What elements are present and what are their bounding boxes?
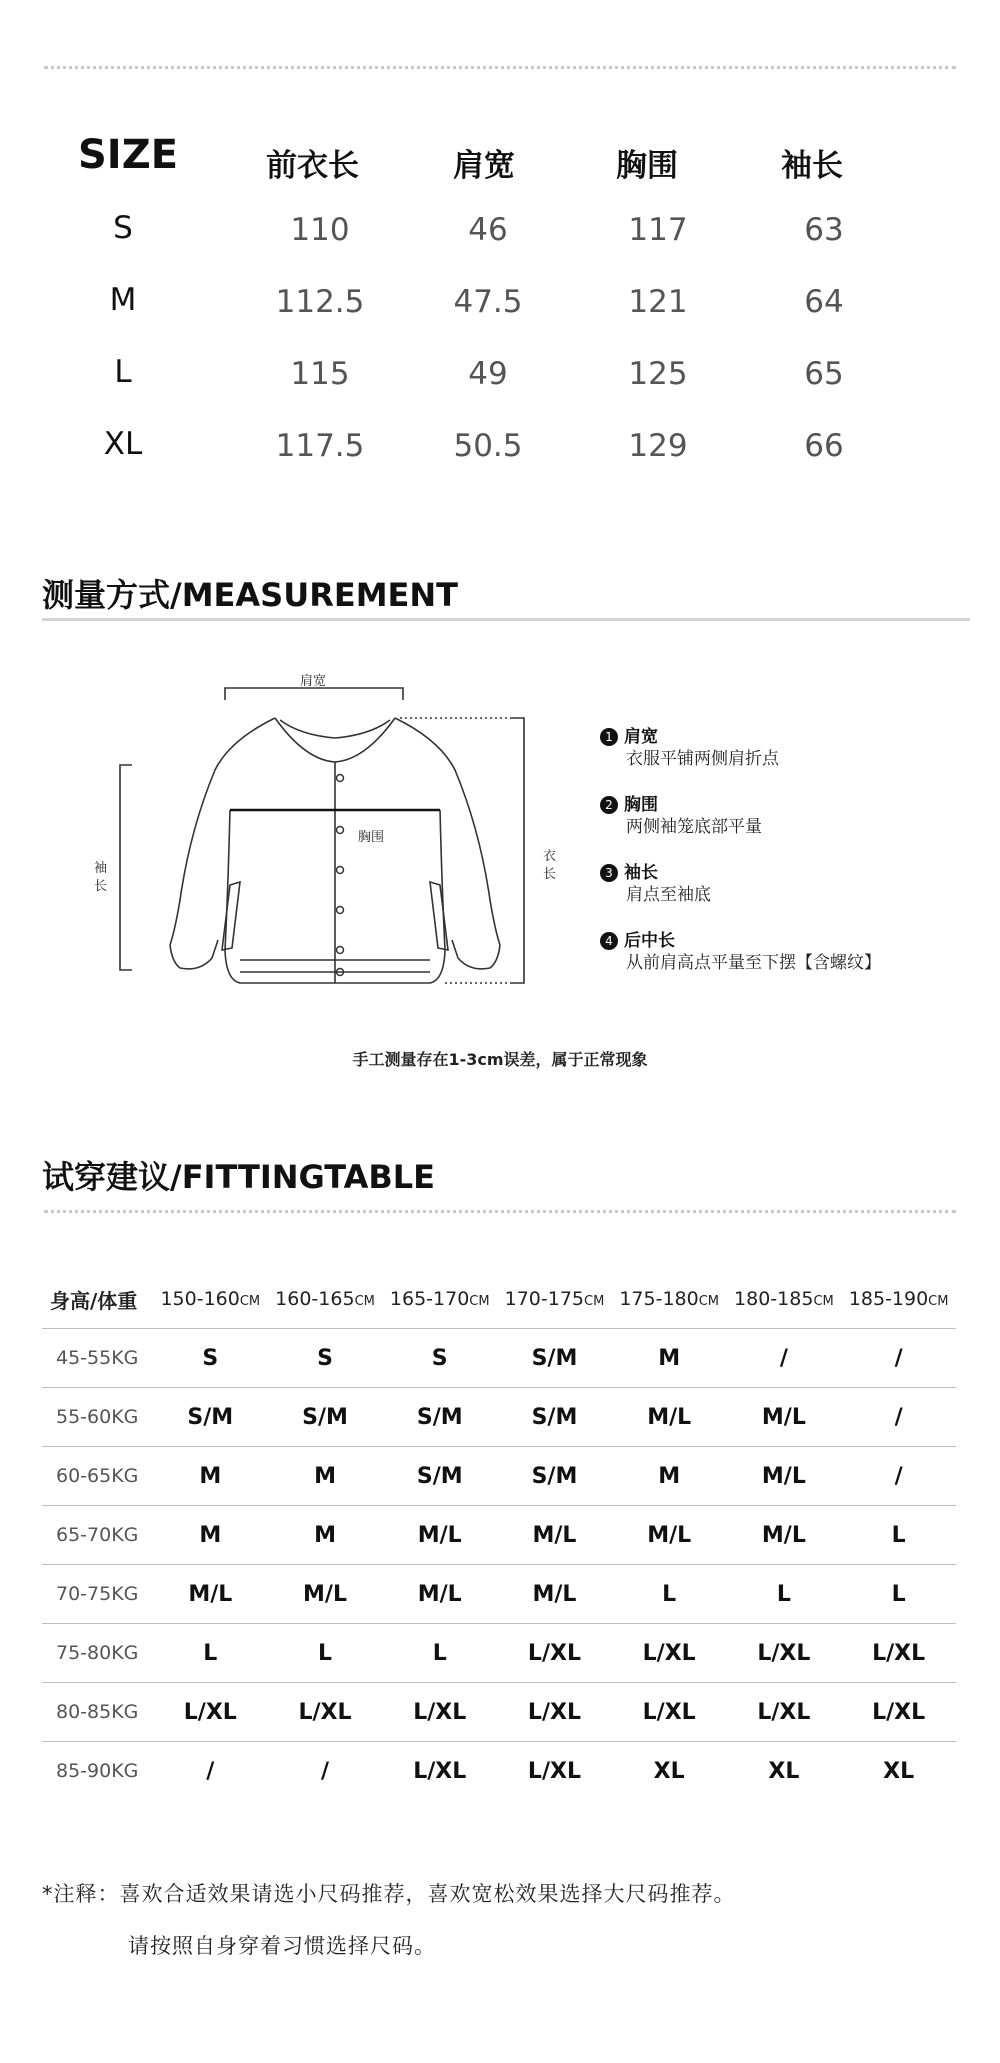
size-recommendation: / xyxy=(727,1329,842,1388)
legend-number: 1 xyxy=(600,728,618,746)
size-value: 64 xyxy=(804,284,844,320)
size-recommendation: M/L xyxy=(382,1565,497,1624)
footnote-line-2: 请按照自身穿着习惯选择尺码。 xyxy=(128,1934,436,1958)
size-recommendation: L xyxy=(727,1565,842,1624)
shoulder-header: 肩宽 xyxy=(453,148,515,184)
size-value: 47.5 xyxy=(453,284,523,320)
size-recommendation: L/XL xyxy=(153,1683,268,1742)
sleeve-dimension-line xyxy=(120,765,132,970)
size-recommendation: L/XL xyxy=(497,1624,612,1683)
top-divider xyxy=(44,66,956,69)
weight-label: 45-55KG xyxy=(42,1329,153,1388)
sleeve-header: 袖长 xyxy=(781,148,843,184)
table-row xyxy=(42,1683,956,1742)
size-value: 121 xyxy=(628,284,688,320)
legend-desc: 衣服平铺两侧肩折点 xyxy=(626,749,779,769)
table-row xyxy=(42,1742,956,1801)
height-unit: CM xyxy=(584,1294,605,1309)
weight-label: 60-65KG xyxy=(42,1447,153,1506)
height-unit: CM xyxy=(239,1294,261,1309)
table-row xyxy=(42,1624,956,1683)
size-recommendation: M xyxy=(612,1447,727,1506)
height-unit: CM xyxy=(698,1294,720,1309)
weight-label: 80-85KG xyxy=(42,1683,153,1742)
size-recommendation: S/M xyxy=(497,1329,612,1388)
size-recommendation: M/L xyxy=(727,1506,842,1565)
fitting-title: 试穿建议/FITTINGTABLE xyxy=(42,1158,435,1196)
size-recommendation: M/L xyxy=(612,1388,727,1447)
size-recommendation: S xyxy=(153,1329,268,1388)
size-recommendation: XL xyxy=(727,1742,842,1801)
size-recommendation: L/XL xyxy=(841,1624,956,1683)
size-recommendation: S/M xyxy=(268,1388,383,1447)
height-header xyxy=(153,1270,268,1329)
size-value: 117 xyxy=(628,212,688,248)
legend-item xyxy=(600,862,711,906)
size-recommendation: M/L xyxy=(497,1506,612,1565)
legend-title: 胸围 xyxy=(624,795,658,815)
size-recommendation: / xyxy=(841,1447,956,1506)
size-recommendation: M xyxy=(612,1329,727,1388)
legend-item xyxy=(600,794,762,838)
table-row xyxy=(42,1329,956,1388)
chest-diagram-label: 胸围 xyxy=(358,830,385,845)
legend-number: 4 xyxy=(600,932,618,950)
jacket-diagram xyxy=(100,660,570,990)
height-range: 165-170 xyxy=(389,1288,470,1310)
size-value: 63 xyxy=(804,212,844,248)
size-recommendation: M/L xyxy=(153,1565,268,1624)
size-recommendation: S/M xyxy=(497,1447,612,1506)
legend-desc: 两侧袖笼底部平量 xyxy=(626,817,762,837)
sleeve-diagram-label: 袖长 xyxy=(94,861,108,894)
height-header xyxy=(841,1270,956,1329)
size-header: SIZE xyxy=(78,132,179,178)
height-header xyxy=(382,1270,497,1329)
length-diagram-label: 衣长 xyxy=(543,849,557,882)
size-value: 117.5 xyxy=(275,428,365,464)
legend-title: 袖长 xyxy=(624,863,658,883)
weight-label: 55-60KG xyxy=(42,1388,153,1447)
shoulder-diagram-label: 肩宽 xyxy=(300,674,327,689)
size-value: 115 xyxy=(290,356,350,392)
legend-desc: 从前肩高点平量至下摆【含螺纹】 xyxy=(626,953,881,973)
size-value: 112.5 xyxy=(275,284,365,320)
size-recommendation: M/L xyxy=(268,1565,383,1624)
size-recommendation: / xyxy=(153,1742,268,1801)
size-recommendation: L/XL xyxy=(727,1624,842,1683)
legend-title: 后中长 xyxy=(624,931,675,951)
measurement-title: 测量方式/MEASUREMENT xyxy=(42,576,459,614)
size-recommendation: L/XL xyxy=(612,1624,727,1683)
height-header xyxy=(497,1270,612,1329)
size-row-label: S xyxy=(113,210,133,246)
fitting-corner-header: 身高/体重 xyxy=(50,1288,138,1313)
height-range: 170-175 xyxy=(504,1288,584,1310)
size-recommendation: L/XL xyxy=(497,1742,612,1801)
size-recommendation: M xyxy=(268,1506,383,1565)
size-recommendation: S/M xyxy=(153,1388,268,1447)
size-recommendation: L xyxy=(841,1565,956,1624)
weight-label: 75-80KG xyxy=(42,1624,153,1683)
size-recommendation: L xyxy=(841,1506,956,1565)
size-recommendation: M/L xyxy=(612,1506,727,1565)
size-recommendation: XL xyxy=(612,1742,727,1801)
weight-label: 65-70KG xyxy=(42,1506,153,1565)
size-recommendation: S xyxy=(382,1329,497,1388)
legend-item xyxy=(600,930,881,974)
measurement-note: 手工测量存在1-3cm误差，属于正常现象 xyxy=(352,1050,648,1069)
chest-header: 胸围 xyxy=(616,148,678,184)
size-recommendation: M/L xyxy=(382,1506,497,1565)
legend-item xyxy=(600,726,779,770)
size-recommendation: S/M xyxy=(382,1447,497,1506)
size-recommendation: L/XL xyxy=(382,1742,497,1801)
fitting-divider xyxy=(44,1210,956,1213)
size-recommendation: / xyxy=(268,1742,383,1801)
height-range: 175-180 xyxy=(619,1288,699,1310)
footnote-line-1: *注释：喜欢合适效果请选小尺码推荐，喜欢宽松效果选择大尺码推荐。 xyxy=(42,1882,736,1906)
size-recommendation: M/L xyxy=(497,1565,612,1624)
height-range: 185-190 xyxy=(848,1288,929,1310)
weight-label: 85-90KG xyxy=(42,1742,153,1801)
size-recommendation: M/L xyxy=(727,1388,842,1447)
size-recommendation: / xyxy=(841,1329,956,1388)
measurement-divider xyxy=(42,618,970,621)
height-header xyxy=(612,1270,727,1329)
table-row xyxy=(42,1388,956,1447)
size-recommendation: L/XL xyxy=(497,1683,612,1742)
height-range: 160-165 xyxy=(275,1288,355,1310)
size-recommendation: L/XL xyxy=(382,1683,497,1742)
size-recommendation: M/L xyxy=(727,1447,842,1506)
size-row-label: M xyxy=(109,282,137,318)
size-value: 125 xyxy=(628,356,688,392)
size-value: 46 xyxy=(468,212,508,248)
size-recommendation: M xyxy=(153,1506,268,1565)
size-recommendation: M xyxy=(153,1447,268,1506)
size-recommendation: L xyxy=(268,1624,383,1683)
size-recommendation: L/XL xyxy=(841,1683,956,1742)
size-recommendation: L/XL xyxy=(612,1683,727,1742)
height-unit: CM xyxy=(813,1294,834,1309)
legend-desc: 肩点至袖底 xyxy=(626,885,711,905)
height-range: 180-185 xyxy=(734,1288,814,1310)
table-row xyxy=(42,1565,956,1624)
length-dimension-line xyxy=(512,718,524,983)
size-recommendation: S/M xyxy=(382,1388,497,1447)
height-unit: CM xyxy=(928,1294,949,1309)
weight-label: 70-75KG xyxy=(42,1565,153,1624)
size-recommendation: L xyxy=(382,1624,497,1683)
legend-number: 2 xyxy=(600,796,618,814)
size-value: 50.5 xyxy=(453,428,523,464)
table-row xyxy=(42,1506,956,1565)
fitting-table xyxy=(42,1270,956,1800)
shoulder-dimension-line xyxy=(225,688,403,700)
size-value: 66 xyxy=(804,428,844,464)
size-value: 110 xyxy=(290,212,350,248)
size-value: 49 xyxy=(468,356,508,392)
height-unit: CM xyxy=(354,1294,375,1309)
size-recommendation: L/XL xyxy=(727,1683,842,1742)
size-recommendation: L/XL xyxy=(268,1683,383,1742)
table-row xyxy=(42,1447,956,1506)
size-recommendation: L xyxy=(153,1624,268,1683)
size-row-label: L xyxy=(114,354,132,390)
size-value: 129 xyxy=(628,428,688,464)
size-value: 65 xyxy=(804,356,844,392)
size-recommendation: / xyxy=(841,1388,956,1447)
size-recommendation: S/M xyxy=(497,1388,612,1447)
height-unit: CM xyxy=(469,1294,490,1309)
legend-title: 肩宽 xyxy=(624,727,658,747)
size-recommendation: M xyxy=(268,1447,383,1506)
size-recommendation: S xyxy=(268,1329,383,1388)
length-header: 前衣长 xyxy=(266,148,359,184)
size-recommendation: L xyxy=(612,1565,727,1624)
size-recommendation: XL xyxy=(841,1742,956,1801)
height-header xyxy=(727,1270,842,1329)
height-header xyxy=(268,1270,383,1329)
legend-number: 3 xyxy=(600,864,618,882)
size-row-label: XL xyxy=(103,426,143,462)
height-range: 150-160 xyxy=(160,1288,240,1310)
